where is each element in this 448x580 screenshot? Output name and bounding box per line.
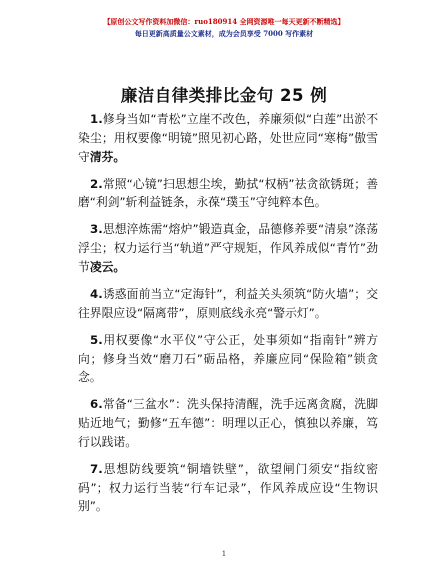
paragraph-tail: 凌云。	[89, 259, 126, 274]
paragraph-number: 6.	[90, 397, 103, 412]
paragraph-tail: 清芬。	[89, 149, 126, 164]
paragraph-number: 1.	[90, 112, 103, 126]
paragraph-text: 常照“心镜”扫思想尘埃，勤拭“权柄”祛贪欲锈斑；善磨“利剑”斩利益链条，永葆“璞玉”守纯粹本色。	[78, 176, 378, 210]
paragraph-number: 2.	[90, 176, 103, 191]
paragraph-text: 常备“三盆水”：洗头保持清醒，洗手远离贪腐，洗脚贴近地气；勤修“五车德”：明理以正心，慎独以养廉，笃行以践诺。	[78, 397, 378, 449]
paragraph-number: 3.	[90, 222, 103, 237]
paragraph-text: 思想防线要筑“铜墙铁壁”，欲望闸门须安“指纹密码”；权力运行当装“行车记录”，作风养成应设“生物识别”。	[78, 461, 378, 514]
page-number: 1	[221, 550, 227, 558]
paragraph-text: 修身当如“青松”立崖不改色，养廉须似“白莲”出淤不染尘；用权要像“明镜”照见初心路，处世应同“寒梅”傲雪守	[78, 112, 378, 164]
document-body	[78, 110, 378, 524]
paragraph-text: 思想淬炼需“熔炉”锻造真金，品德修养要“清泉”涤荡浮尘；权力运行当“轨道”严守规矩，作风养成似“青竹”劲节	[78, 222, 378, 274]
paragraph-3	[78, 220, 378, 276]
promo-line-1: 【原创公文写作资料加微信：ruo180914 全网资源唯一每天更新不断精选】	[103, 17, 345, 26]
paragraph-number: 5.	[90, 332, 103, 347]
paragraph-1	[78, 110, 378, 166]
document-title: 廉洁自律类排比金句 25 例	[120, 86, 328, 105]
paragraph-4	[78, 285, 378, 323]
paragraph-number: 4.	[90, 286, 103, 301]
paragraph-text: 诱惑面前当立“定海针”，利益关头须筑“防火墙”；交往界限应设“隔离带”，原则底线永亮“警示灯”。	[78, 286, 378, 320]
paragraph-7	[78, 460, 378, 516]
paragraph-text: 用权要像“水平仪”守公正，处事须如“指南针”辨方向；修身当效“磨刀石”砺品格，养廉应同“保险箱”锁贪念。	[78, 332, 378, 385]
paragraph-5	[78, 331, 378, 387]
paragraph-2	[78, 175, 378, 213]
paragraph-number: 7.	[90, 461, 103, 476]
promo-header	[0, 16, 448, 40]
promo-line-2: 每日更新高质量公文素材，成为会员享受 7000 写作素材	[134, 29, 314, 38]
paragraph-6	[78, 395, 378, 451]
